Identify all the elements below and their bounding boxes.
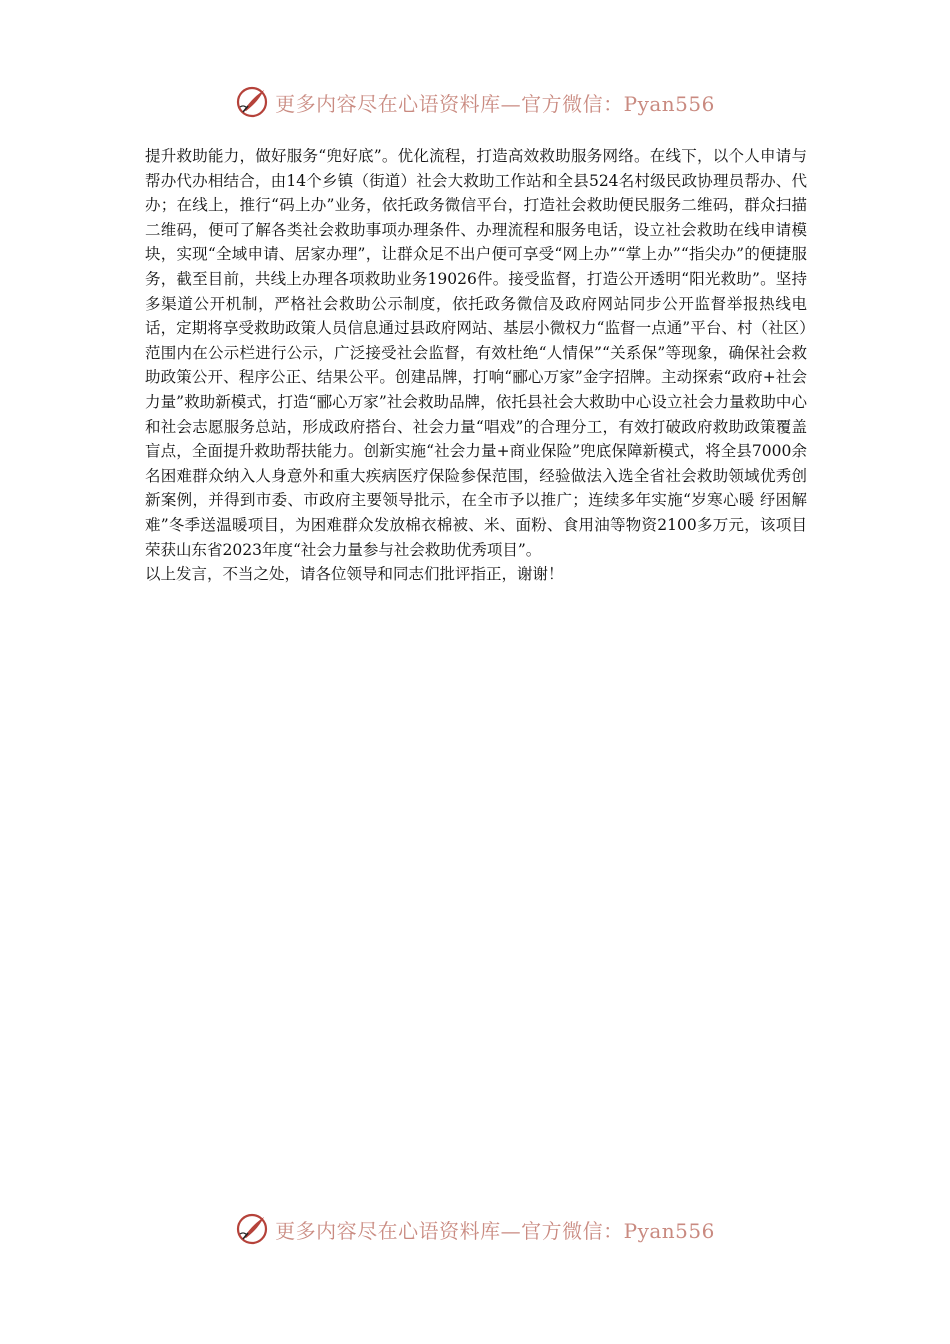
watermark-text: 更多内容尽在心语资料库—官方微信：Pyan556 [275,91,715,116]
footer-watermark [0,1209,950,1249]
quill-pen-circle-icon [235,85,269,119]
quill-pen-circle-icon [235,1212,269,1246]
watermark-text: 更多内容尽在心语资料库—官方微信：Pyan556 [275,1218,715,1243]
header-watermark [0,82,950,122]
closing-paragraph: 以上发言，不当之处，请各位领导和同志们批评指正，谢谢！ [145,565,564,584]
body-paragraph: 提升救助能力，做好服务“兜好底”。优化流程，打造高效救助服务网络。在线下，以个人申请与帮办代办相结合，由14个乡镇（街道）社会大救助工作站和全县524名村级民政协理员帮办、代办；在线上，推行“码上办”业务，依托政务微信平台，打造社会救助便民服务二维码，群众扫描二维码，便可了解各类社会救助事项办理条件、办理流程和服务电话，设立社会救助在线申请模块，实现“全域申请、居家办理”，让群众足不出户便可享受“网上办”“掌上办”“指尖办”的便捷服务，截至目前，共线上办理各项救助业务19026件。接受监督，打造公开透明“阳光救助”。坚持多渠道公开机制，严格社会救助公示制度，依托政务微信及政府网站同步公开监督举报热线电话，定期将享受救助政策人员信息通过县政府网站、基层小微权力“监督一点通”平台、村（社区）范围内在公示栏进行公示，广泛接受社会监督，有效杜绝“人情保”“关系保”等现象，确保社会救助政策公开、程序公正、结果公平。创建品牌，打响“郦心万家”金字招牌。主动探索“政府+社会力量”救助新模式，打造“郦心万家”社会救助品牌，依托县社会大救助中心设立社会力量救助中心和社会志愿服务总站，形成政府搭台、社会力量“唱戏”的合理分工，有效打破政府救助政策覆盖盲点，全面提升救助帮扶能力。创新实施“社会力量+商业保险”兜底保障新模式，将全县7000余名困难群众纳入人身意外和重大疾病医疗保险参保范围，经验做法入选全省社会救助领域优秀创新案例，并得到市委、市政府主要领导批示，在全市予以推广；连续多年实施“岁寒心暖 纾困解难”冬季送温暖项目，为困难群众发放棉衣棉被、米、面粉、食用油等物资2100多万元，该项目荣获山东省2023年度“社会力量参与社会救助优秀项目”。 [145,147,807,559]
document-body [145,144,807,587]
